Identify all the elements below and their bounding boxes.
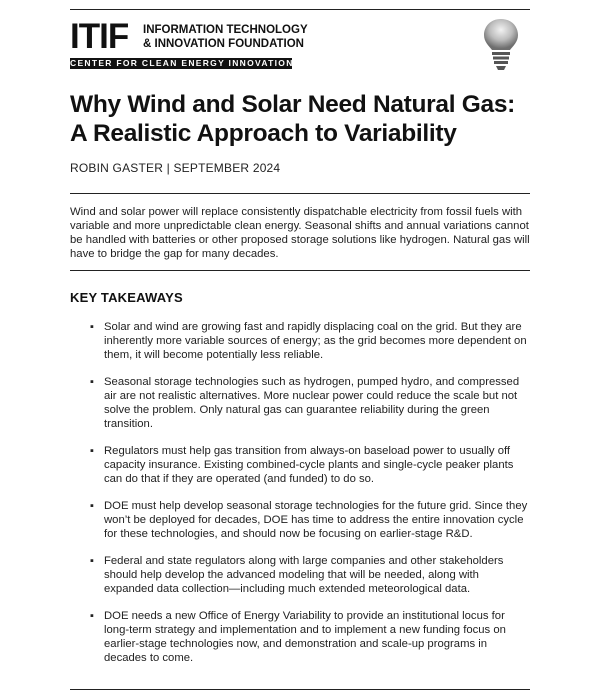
bullet-icon: ▪ [90,321,94,333]
takeaway-item [88,554,530,596]
center-name-bar: CENTER FOR CLEAN ENERGY INNOVATION [70,58,294,68]
bullet-icon: ▪ [90,500,94,512]
title-line-2: A Realistic Approach to Variability [70,120,457,147]
bullet-icon: ▪ [90,555,94,567]
takeaway-item [88,444,530,486]
takeaway-text: Regulators must help gas transition from always-on baseload power to usually off capacity insurance. Existing combined-cycle plants and single-cycle peaker plants can do that if they are operated (and funded) to do so. [104,445,514,485]
top-divider [70,9,530,10]
takeaway-text: Federal and state regulators along with large companies and other stakeholders should help develop the advanced modeling that will be needed, along with expanded data collection—including much extended meteorological data. [104,555,504,595]
takeaway-item [88,499,530,541]
takeaway-item [88,375,530,431]
divider-above-intro [70,193,530,194]
bottom-divider [70,689,530,690]
divider-below-intro [70,270,530,271]
takeaway-item [88,320,530,362]
bullet-icon: ▪ [90,445,94,457]
intro-paragraph: Wind and solar power will replace consistently dispatchable electricity from fossil fuels with variable and more unpredictable clean energy. Seasonal shifts and annual variations cannot be handled with batteries or other proposed storage solutions like hydrogen. Natural gas will have to bridge the gap for many decades. [70,206,530,260]
bullet-icon: ▪ [90,376,94,388]
takeaway-text: Seasonal storage technologies such as hydrogen, pumped hydro, and compressed air are not realistic alternatives. More nuclear power could reduce the scale but not solve the problem. Only natural gas can guarantee reliability during the green transition. [104,376,520,430]
takeaway-text: Solar and wind are growing fast and rapidly displacing coal on the grid. But they are inherently more variable sources of energy; as the grid becomes more dependent on them, it will become potentially less reliable. [104,321,527,361]
org-name-line-2: & INNOVATION FOUNDATION [143,38,304,50]
key-takeaways-list [88,320,530,678]
takeaway-text: DOE needs a new Office of Energy Variability to provide an institutional locus for long-term strategy and implementation and to implement a new funding focus on earlier-stage technologies now, and demonstration and scale-up programs in decades to come. [104,610,506,664]
document-title [70,90,540,148]
key-takeaways-heading: KEY TAKEAWAYS [70,290,183,305]
title-line-1: Why Wind and Solar Need Natural Gas: [70,91,516,118]
logo-wordmark: ITIF [70,17,129,56]
author-date-byline: ROBIN GASTER | SEPTEMBER 2024 [70,161,281,175]
bullet-icon: ▪ [90,610,94,622]
takeaway-text: DOE must help develop seasonal storage technologies for the future grid. Since they won’t be deployed for decades, DOE has time to address the entire innovation cycle for these technologies, and should now be focusing on earlier-stage R&D. [104,500,528,540]
org-name-line-1: INFORMATION TECHNOLOGY [143,24,308,36]
lightbulb-icon [482,17,520,73]
logo-org-name [143,23,308,51]
takeaway-item [88,609,530,665]
